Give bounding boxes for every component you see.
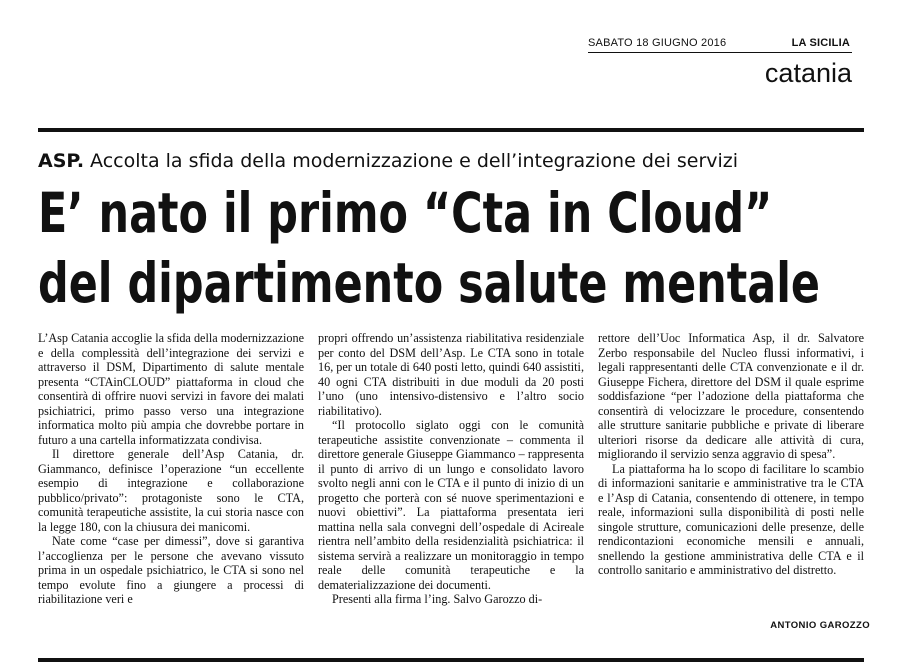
article-column-2 (318, 331, 584, 607)
paragraph: L’Asp Catania accoglie la sfida della modernizzazione e della complessità dell’integrazione dei servizi e attraverso il DSM, Dipartimento di salute mentale presenta “CTAinCLOUD” piattaforma in cloud che consentirà di offrire nuovi servizi in favore dei malati psichiatrici, primo passo verso una integrazione informatica molto più ampia che dovrebbe portare in futuro a una cartella informatizzata condivisa. (38, 331, 304, 447)
article-column-3 (598, 331, 864, 578)
issue-date: SABATO 18 GIUGNO 2016 (588, 37, 727, 49)
kicker-tag: ASP. (38, 150, 85, 172)
paragraph: La piattaforma ha lo scopo di facilitare lo scambio di informazioni sanitarie e amministrative tra le CTA e l’Asp di Catania, consentendo di ottenere, in tempo reale, informazioni sulla disponibilità di posti nelle singole strutture, comunicazioni delle presenze, delle rendicontazioni economiche mensili e annuali, snellendo la gestione amministrativa delle CTA e il controllo sanitario e amministrativo del distretto. (598, 461, 864, 577)
bottom-rule (38, 658, 864, 662)
kicker (38, 148, 868, 174)
kicker-text: Accolta la sfida della modernizzazione e dell’integrazione dei servizi (90, 150, 739, 172)
newspaper-name: LA SICILIA (791, 37, 850, 49)
headline (38, 178, 821, 318)
top-rule (38, 128, 864, 132)
paragraph: “Il protocollo siglato oggi con le comunità terapeutiche assistite convenzionate – commenta il direttore generale Giuseppe Giammanco – rappresenta il punto di arrivo di un lungo e consolidato lavoro svolto negli anni con le CTA e il punto di inizio di un progetto che porterà con sé nuove sperimentazioni e nuovi obiettivi”. La piattaforma presentata ieri mattina nella sala convegni dell’ospedale di Acireale rientra nell’ambito della residenzialità psichiatrica: il sistema servirà a realizzare un monitoraggio in tempo reale delle comunità terapeutiche e la dematerializzazione dei documenti. (318, 418, 584, 592)
paragraph: propri offrendo un’assistenza riabilitativa residenziale per conto del DSM dell’Asp. Le CTA sono in totale 16, per un totale di 640 posti letto, quindi 640 assistiti, 40 ogni CTA distribuiti in due moduli da 20 posti l’uno (uno intensivo-distensivo e l’altro socio riabilitativo). (318, 331, 584, 418)
article-column-1 (38, 331, 304, 607)
headline-line-1: E’ nato il primo “Cta in Cloud” (38, 181, 773, 245)
paragraph: Il direttore generale dell’Asp Catania, dr. Giammanco, definisce l’operazione “un eccellente esempio di integrazione e collaborazione pubblico/privato”: protagoniste sono le CTA, comunità terapeutiche assistite, la cui storia nasce con la legge 180, con la chiusura dei manicomi. (38, 447, 304, 534)
headline-line-2: del dipartimento salute mentale (38, 251, 821, 315)
paragraph: Presenti alla firma l’ing. Salvo Garozzo di- (332, 592, 543, 606)
byline: ANTONIO GAROZZO (770, 620, 870, 631)
paragraph: Nate come “case per dimessi”, dove si garantiva l’accoglienza per le persone che avevano vissuto prima in un ospedale psichiatrico, le CTA si sono nel tempo evolute fino a giungere a processi di riabilitazione veri e (38, 534, 304, 606)
masthead-rule (588, 52, 852, 53)
section-title: catania (764, 58, 852, 88)
paragraph: rettore dell’Uoc Informatica Asp, il dr. Salvatore Zerbo responsabile del Nucleo flussi informativi, i legali rappresentanti delle CTA convenzionate e il dr. Giuseppe Fichera, direttore del DSM il quale esprime soddisfazione “per l’adozione della piattaforma che consentirà di velocizzare le procedure, consentendo alle strutture sanitarie pubbliche e private di liberare ulteriori risorse da dedicare alle attività di cura, migliorando il servizio senza aggravio di spesa”. (598, 331, 864, 461)
masthead (588, 36, 850, 50)
